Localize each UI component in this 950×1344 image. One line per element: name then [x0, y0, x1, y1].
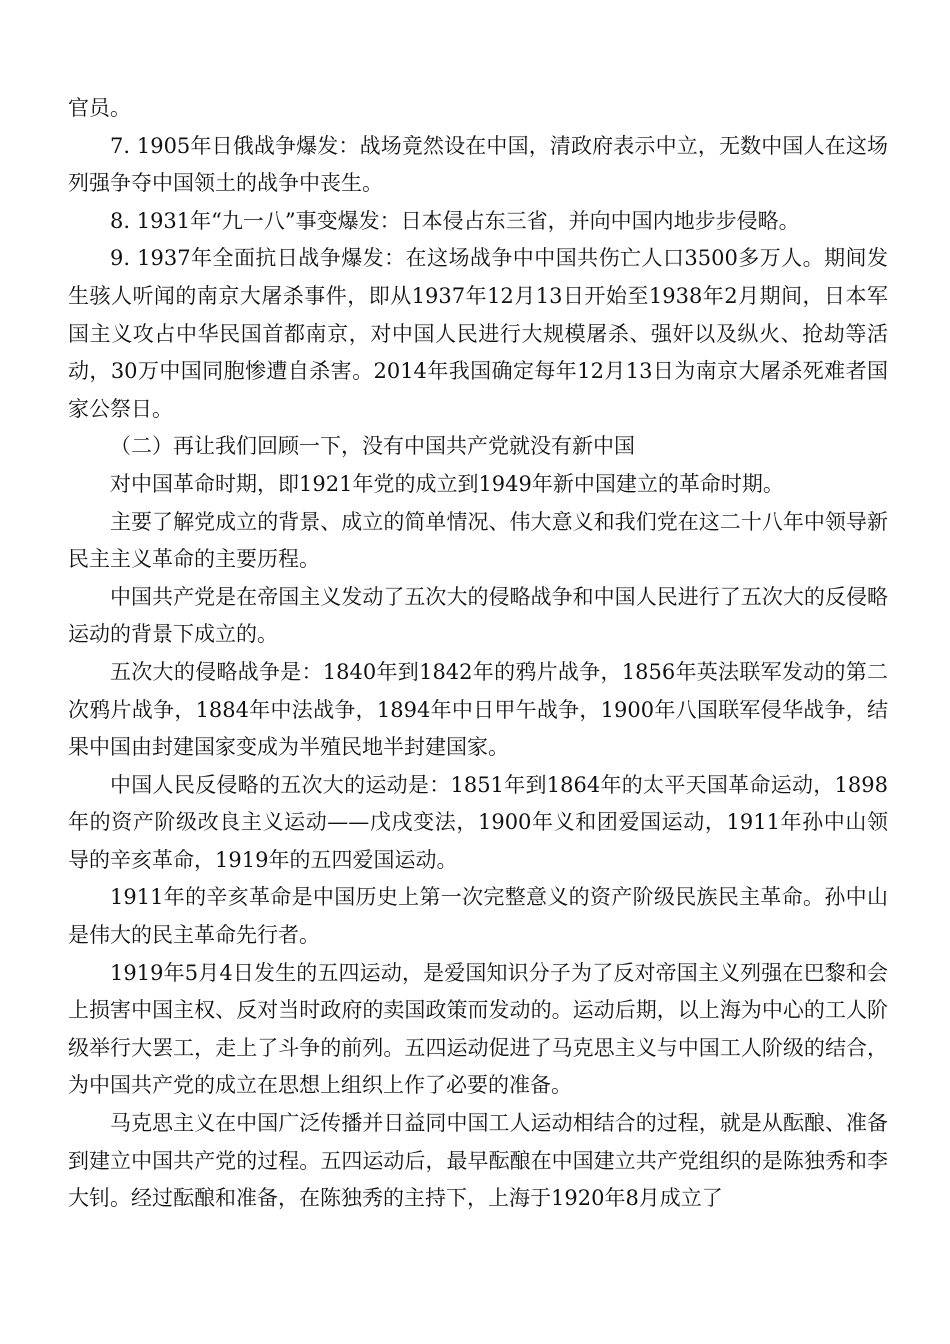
- document-page: [68, 90, 888, 1218]
- paragraph-item-7: 7. 1905年日俄战争爆发：战场竟然设在中国，清政府表示中立，无数中国人在这场列强争夺中国领土的战争中丧生。: [68, 133, 888, 196]
- paragraph: 1911年的辛亥革命是中国历史上第一次完整意义的资产阶级民族民主革命。孙中山是伟大的民主革命先行者。: [68, 885, 888, 948]
- paragraph: 五次大的侵略战争是：1840年到1842年的鸦片战争，1856年英法联军发动的第二次鸦片战争，1884年中法战争，1894年中日甲午战争，1900年八国联军侵华战争，结果中国由封建国家变成为半殖民地半封建国家。: [68, 659, 888, 760]
- paragraph: 马克思主义在中国广泛传播并日益同中国工人运动相结合的过程，就是从酝酿、准备到建立中国共产党的过程。五四运动后，最早酝酿在中国建立共产党组织的是陈独秀和李大钊。经过酝酿和准备，在陈独秀的主持下，上海于1920年8月成立了: [68, 1111, 888, 1211]
- paragraph: 主要了解党成立的背景、成立的简单情况、伟大意义和我们党在这二十八年中领导新民主主义革命的主要历程。: [68, 509, 888, 572]
- paragraph-item-9: 9. 1937年全面抗日战争爆发：在这场战争中中国共伤亡人口3500多万人。期间发生骇人听闻的南京大屠杀事件，即从1937年12月13日开始至1938年2月期间，日本军国主义攻占中华民国首都南京，对中国人民进行大规模屠杀、强奸以及纵火、抢劫等活动，30万中国同胞惨遭自杀害。2014年我国确定每年12月13日为南京大屠杀死难者国家公祭日。: [68, 246, 888, 421]
- paragraph: 对中国革命时期，即1921年党的成立到1949年新中国建立的革命时期。: [110, 471, 784, 496]
- paragraph: 中国共产党是在帝国主义发动了五次大的侵略战争和中国人民进行了五次大的反侵略运动的背景下成立的。: [68, 584, 888, 647]
- paragraph: 1919年5月4日发生的五四运动，是爱国知识分子为了反对帝国主义列强在巴黎和会上损害中国主权、反对当时政府的卖国政策而发动的。运动后期，以上海为中心的工人阶级举行大罢工，走上了斗争的前列。五四运动促进了马克思主义与中国工人阶级的结合，为中国共产党的成立在思想上组织上作了必要的准备。: [68, 960, 888, 1098]
- paragraph: 中国人民反侵略的五次大的运动是：1851年到1864年的太平天国革命运动，1898年的资产阶级改良主义运动——戊戌变法，1900年义和团爱国运动，1911年孙中山领导的辛亥革命，1919年的五四爱国运动。: [68, 772, 888, 872]
- section-heading: （二）再让我们回顾一下，没有中国共产党就没有新中国: [110, 434, 635, 459]
- paragraph-item-8: 8. 1931年“九一八”事变爆发：日本侵占东三省，并向中国内地步步侵略。: [110, 208, 800, 233]
- paragraph-continuation: 官员。: [68, 96, 131, 120]
